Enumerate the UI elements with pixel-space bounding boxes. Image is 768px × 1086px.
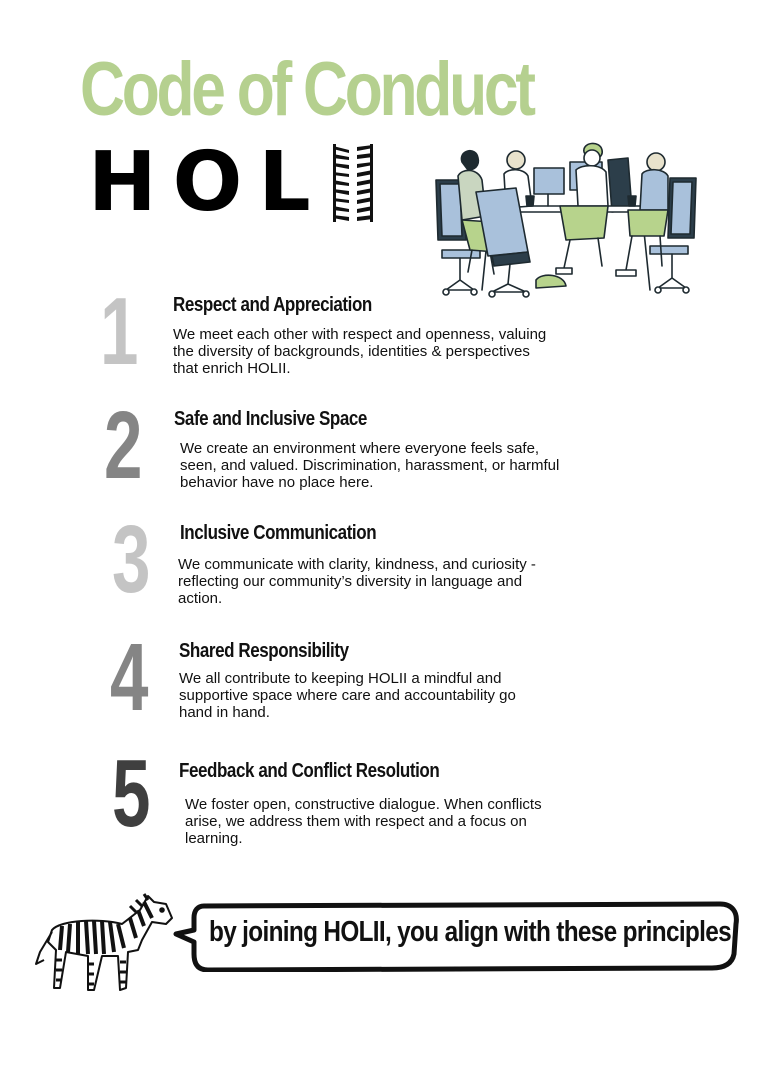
cta-text: by joining HOLII, you align with these principles. [209, 916, 738, 948]
zebra-stripe-bars [333, 144, 373, 222]
principle-4-title: Shared Responsibility [179, 640, 349, 662]
principle-2 [100, 392, 560, 504]
principle-5-number: 5 [112, 740, 151, 847]
zebra-stripe-bar-1 [333, 144, 349, 222]
zebra-stripe-bar-2 [357, 144, 373, 222]
principle-5-body: We foster open, constructive dialogue. When conflicts arise, we address them with respect and a focus on learning. [185, 796, 542, 847]
principle-3-body: We communicate with clarity, kindness, and curiosity - reflecting our community’s diversity in language and action. [178, 556, 536, 607]
principle-4-number: 4 [110, 624, 149, 731]
principle-5 [100, 740, 560, 852]
brand-logo [88, 135, 373, 230]
principle-2-number: 2 [104, 392, 143, 499]
principle-3 [100, 506, 560, 618]
brand-text: HOL [88, 135, 327, 230]
team-meeting-illustration [432, 140, 702, 305]
principle-3-number: 3 [112, 506, 151, 613]
principle-2-body: We create an environment where everyone feels safe, seen, and valued. Discrimination, harassment, or harmful behavior have no place here. [180, 440, 560, 491]
principle-4-body: We all contribute to keeping HOLII a mindful and supportive space where care and accountability go hand in hand. [179, 670, 516, 721]
principle-1-title: Respect and Appreciation [173, 294, 372, 316]
principle-5-title: Feedback and Conflict Resolution [179, 760, 440, 782]
principle-1 [100, 278, 560, 390]
principle-1-number: 1 [100, 278, 139, 385]
principle-2-title: Safe and Inclusive Space [174, 408, 367, 430]
page-title: Code of Conduct [80, 47, 533, 132]
principle-1-body: We meet each other with respect and openness, valuing the diversity of backgrounds, identities & perspectives that enrich HOLII. [173, 326, 547, 377]
principle-4 [100, 624, 560, 736]
zebra-icon [30, 890, 180, 1000]
principle-3-title: Inclusive Communication [180, 522, 377, 544]
